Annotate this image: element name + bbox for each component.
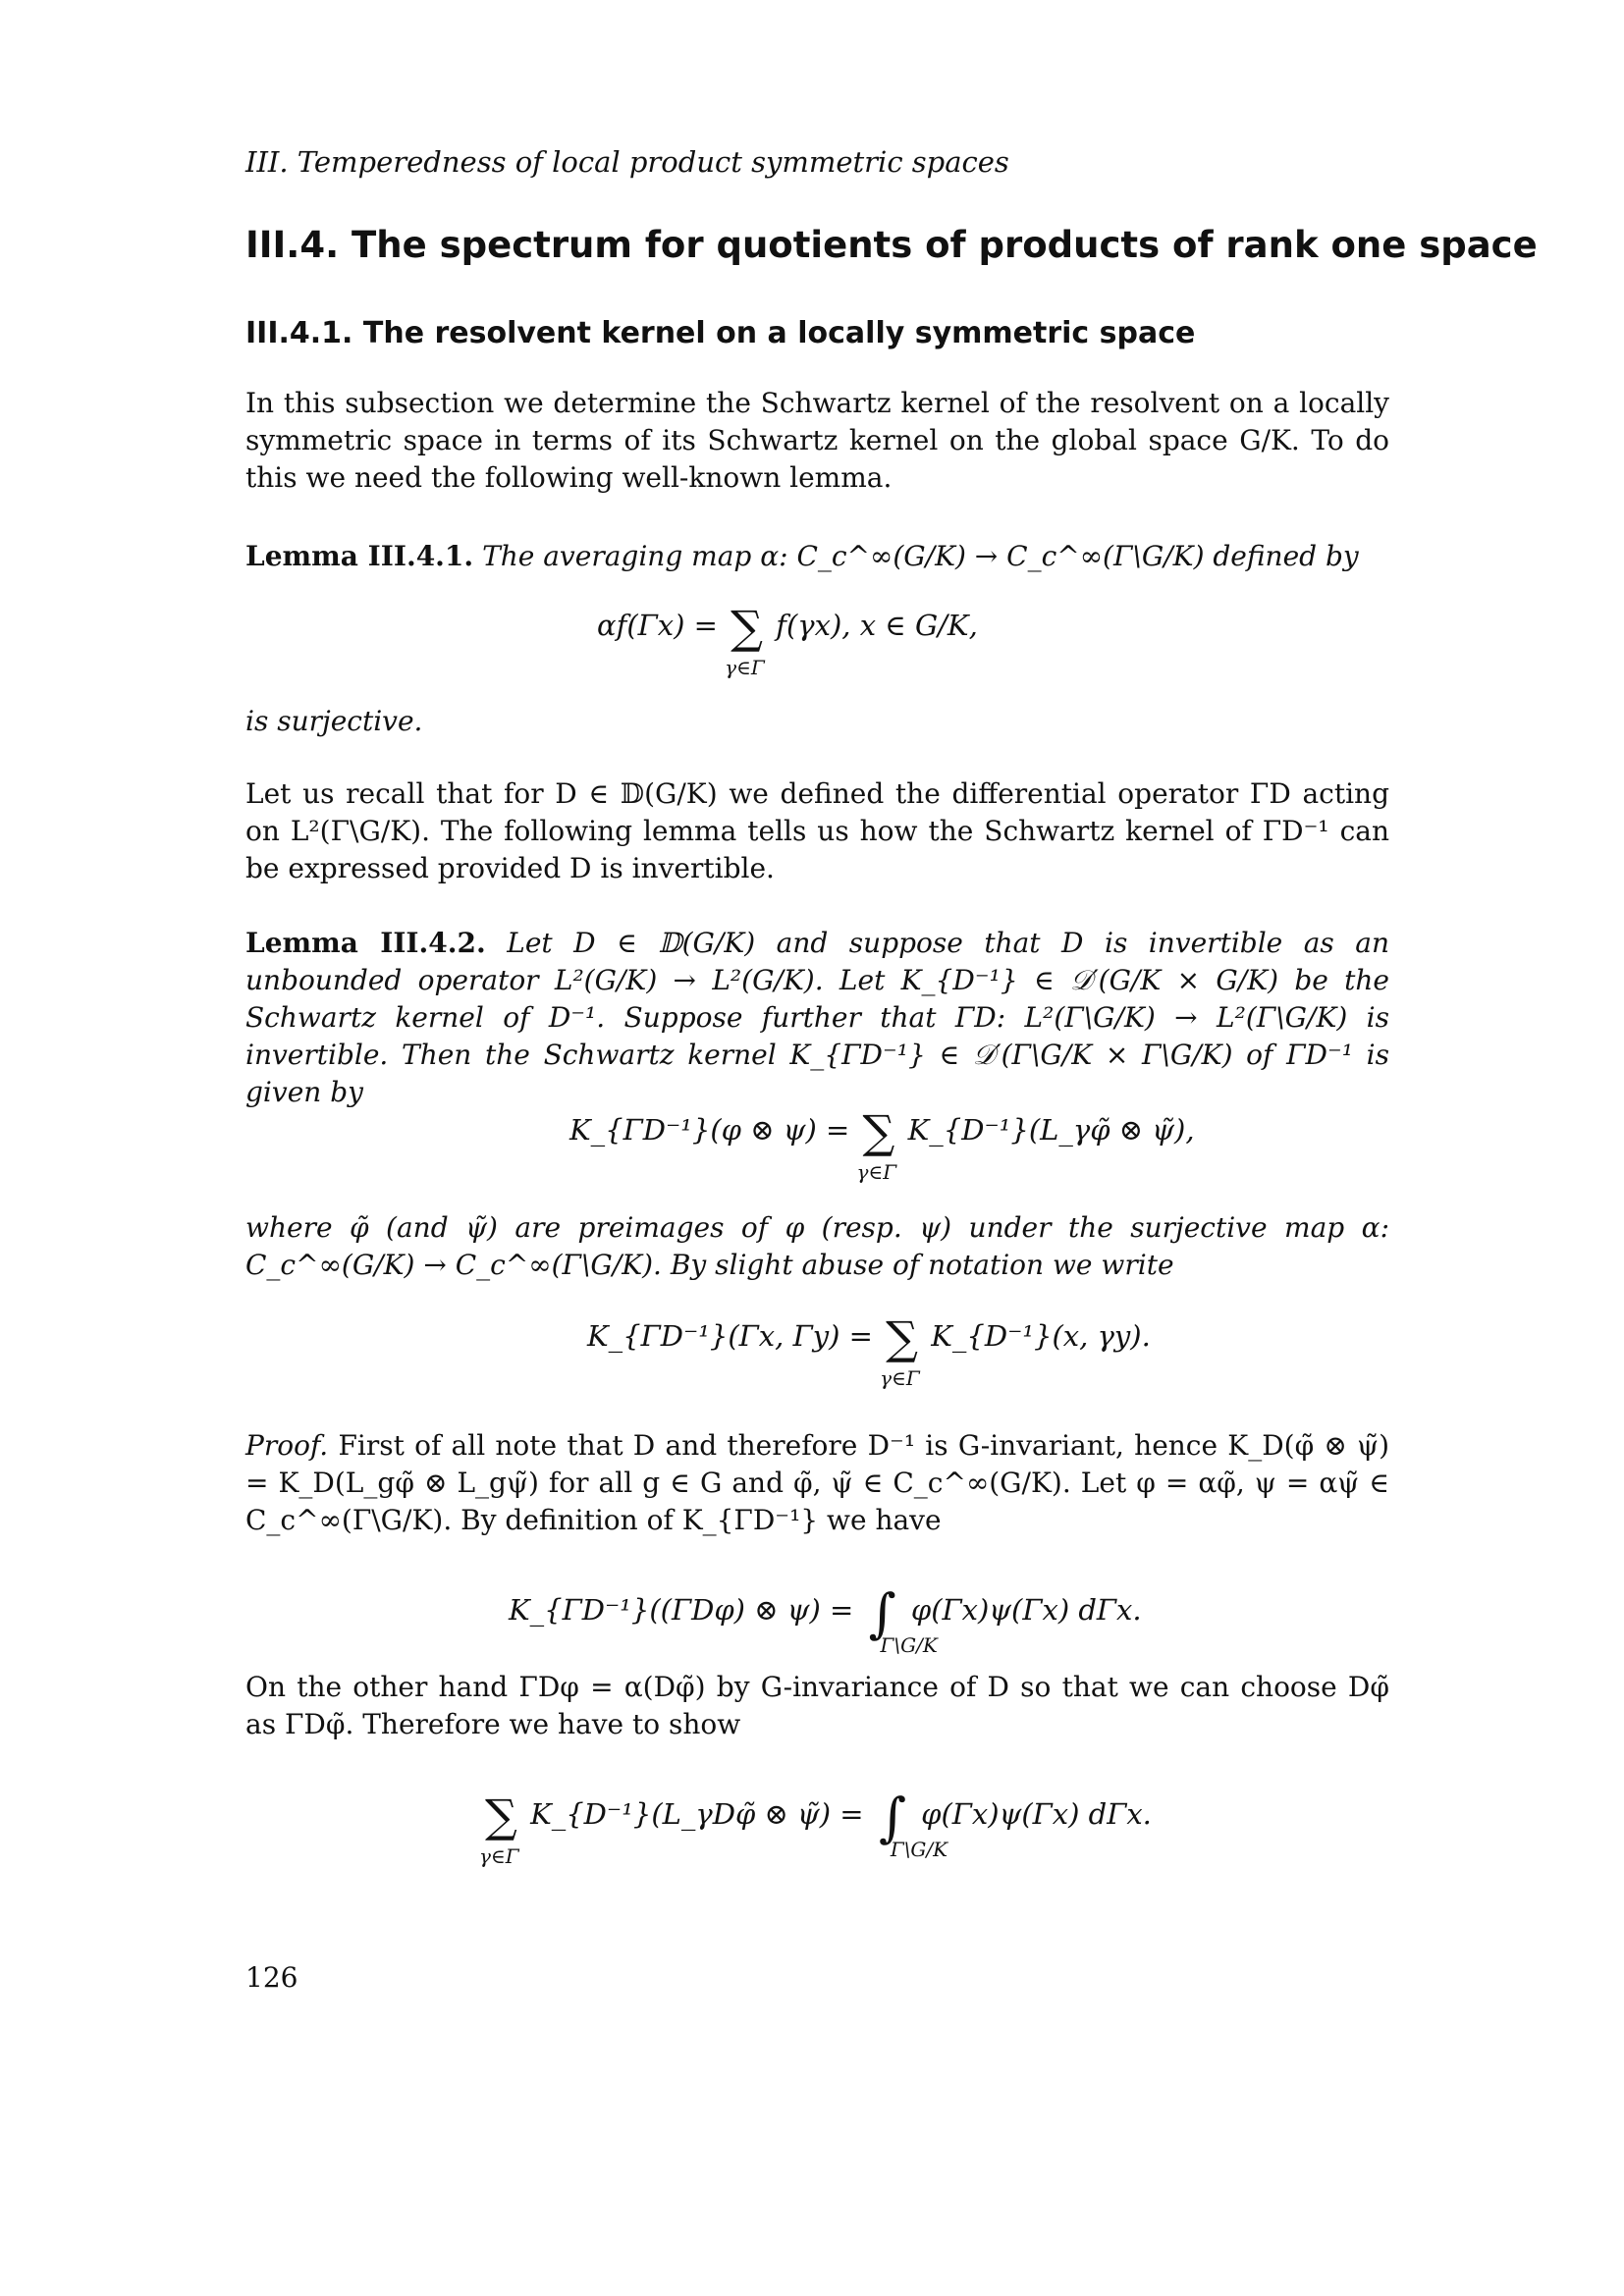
proof-continuation: On the other hand ΓDφ = α(Dφ̃) by G-invariance of D so that we can choose Dφ̃ as ΓDφ̃. Therefore we have to show [245, 1671, 1389, 1740]
lemma-2-label: Lemma III.4.2. [245, 927, 486, 959]
kernel-eq1-rhs: K_{D⁻¹}(L_γφ̃ ⊗ ψ̃), [907, 1113, 1195, 1147]
integral-eq2-rhs: φ(Γx)ψ(Γx) dΓx. [921, 1797, 1152, 1831]
integral-eq1-rhs: φ(Γx)ψ(Γx) dΓx. [910, 1593, 1142, 1627]
integral-eq1-lhs: K_{ΓD⁻¹}((ΓDφ) ⊗ ψ) = [509, 1593, 854, 1627]
lemma-1-text: The averaging map α: C_c^∞(G/K) → C_c^∞(Γ\G/K) defined by [482, 540, 1359, 572]
intro-paragraph: In this subsection we determine the Schwartz kernel of the resolvent on a locally symmetric space in terms of its Schwartz kernel on the global space G/K. To do this we need the following well-known lemma. [245, 387, 1389, 494]
integral-symbol: ∫ Γ\G/K [878, 1787, 948, 1861]
kernel-eq1-lhs: K_{ΓD⁻¹}(φ ⊗ ψ) = [569, 1113, 850, 1147]
lemma-2 [245, 925, 1389, 1111]
proof-paragraph [245, 1427, 1389, 1539]
sum-index: γ∈Γ [479, 1844, 519, 1868]
lemma-2-text: Let D ∈ 𝔻(G/K) and suppose that D is invertible as an unbounded operator L²(G/K) → L²(G/K). Let K_{D⁻¹} ∈ 𝒟′(G/K × G/K) be the Schwartz kernel of D⁻¹. Suppose further that ΓD: L²(Γ\G/K) → L²(Γ\G/K) is invertible. Then the Schwartz kernel K_{ΓD⁻¹} ∈ 𝒟′(Γ\G/K × Γ\G/K) of ΓD⁻¹ is given by [245, 927, 1389, 1108]
kernel-eq2-lhs: K_{ΓD⁻¹}(Γx, Γy) = [587, 1319, 873, 1353]
sum-symbol: ∑ γ∈Γ [856, 1105, 897, 1184]
sum-index: γ∈Γ [725, 656, 765, 679]
sum-symbol: ∑ γ∈Γ [725, 601, 765, 679]
subsection-title: III.4.1. The resolvent kernel on a locally symmetric space [245, 316, 1196, 350]
averaging-eq-lhs: αf(Γx) = [597, 609, 718, 642]
lemma-1-label: Lemma III.4.1. [245, 540, 474, 572]
kernel-equation-2 [587, 1311, 1151, 1390]
sum-index: γ∈Γ [880, 1366, 920, 1390]
proof-text: First of all note that D and therefore D⁻¹ is G-invariant, hence K_D(φ̃ ⊗ ψ̃) = K_D(L_gφ̃ ⊗ L_gψ̃) for all g ∈ G and φ̃, ψ̃ ∈ C_c^∞(G/K). Let φ = αφ̃, ψ = αψ̃ ∈ C_c^∞(Γ\G/K). By definition of K_{ΓD⁻¹} we have [245, 1429, 1389, 1536]
kernel-eq2-rhs: K_{D⁻¹}(x, γy). [931, 1319, 1151, 1353]
averaging-eq-rhs: f(γx), x ∈ G/K, [776, 609, 978, 642]
integral-equation-1 [509, 1582, 1142, 1657]
section-title: III.4. The spectrum for quotients of products of rank one space [245, 224, 1538, 266]
sum-symbol: ∑ γ∈Γ [479, 1789, 519, 1868]
integral-symbol: ∫ Γ\G/K [868, 1582, 938, 1657]
lemma-1-conclusion: is surjective. [245, 705, 423, 737]
sum-symbol: ∑ γ∈Γ [880, 1311, 920, 1390]
recall-paragraph: Let us recall that for D ∈ 𝔻(G/K) we defined the differential operator ΓD acting on L²(Γ\G/K). The following lemma tells us how the Schwartz kernel of ΓD⁻¹ can be expressed provided D is invertible. [245, 777, 1389, 884]
page-number: 126 [245, 1961, 298, 1994]
integral-domain: Γ\G/K [880, 1633, 938, 1657]
kernel-equation-1 [569, 1105, 1195, 1184]
integral-equation-2 [479, 1787, 1152, 1868]
integral-domain: Γ\G/K [890, 1838, 948, 1861]
averaging-equation [597, 601, 978, 679]
lemma-1 [245, 538, 1389, 575]
integral-eq2-lhs: K_{D⁻¹}(L_γDφ̃ ⊗ ψ̃) = [530, 1797, 864, 1831]
sum-index: γ∈Γ [856, 1160, 897, 1184]
proof-label: Proof. [245, 1429, 329, 1462]
running-head: III. Temperedness of local product symmetric spaces [245, 145, 1009, 179]
lemma-2-notation: where φ̃ (and ψ̃) are preimages of φ (resp. ψ) under the surjective map α: C_c^∞(G/K) → C_c^∞(Γ\G/K). By slight abuse of notation we write [245, 1211, 1389, 1281]
